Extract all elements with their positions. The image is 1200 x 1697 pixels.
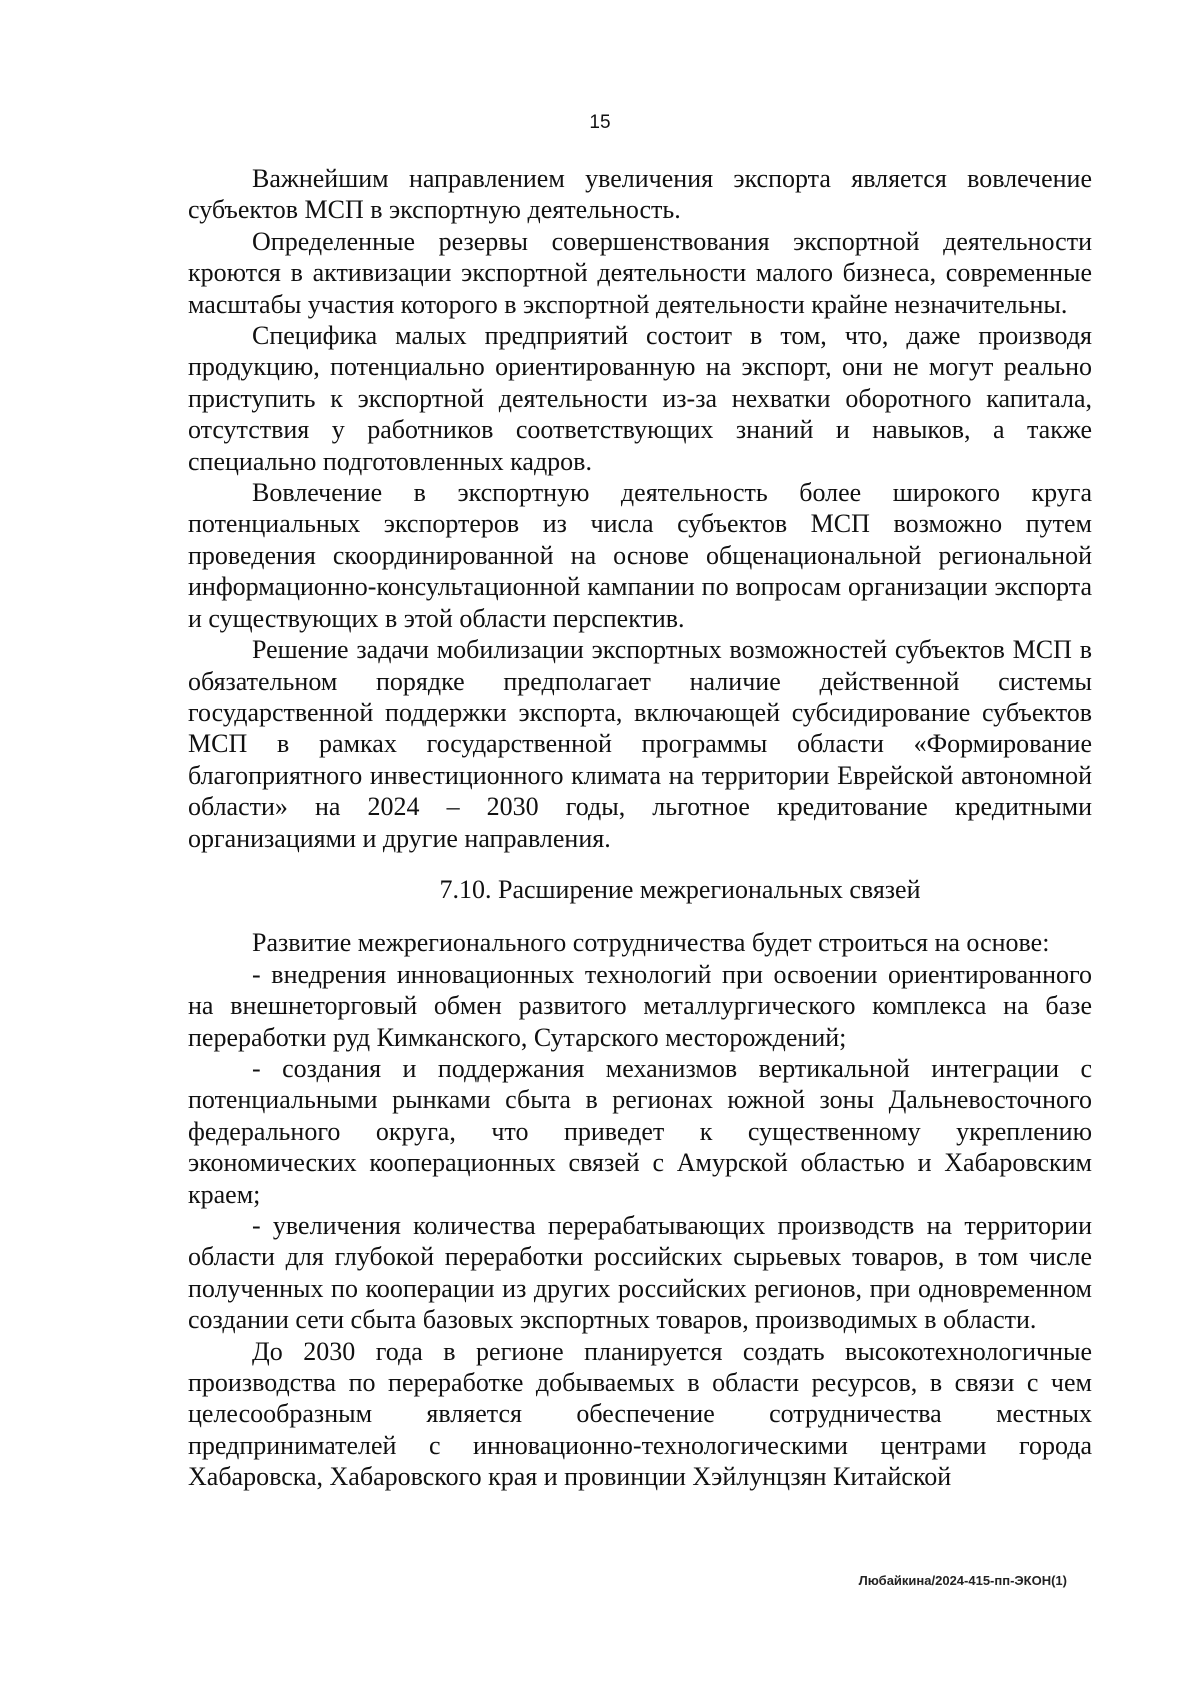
paragraph: Вовлечение в экспортную деятельность более широкого круга потенциальных экспортеров из числа субъектов МСП возможно путем проведения скоординированной на основе общенациональной региональной информационно-консультационной кампании по вопросам организации экспорта и существующих в этой области перспектив. (188, 478, 1092, 633)
paragraph: Решение задачи мобилизации экспортных возможностей субъектов МСП в обязательном порядке предполагает наличие действенной системы государственной поддержки экспорта, включающей субсидирование субъектов МСП в рамках государственной программы области «Формирование благоприятного инвестиционного климата на территории Еврейской автономной области» на 2024 – 2030 годы, льготное кредитование кредитными организациями и другие направления. (188, 635, 1092, 853)
paragraph: Специфика малых предприятий состоит в том, что, даже производя продукцию, потенциально ориентированную на экспорт, они не могут реально приступить к экспортной деятельности из-за нехватки оборотного капитала, отсутствия у работников соответствующих знаний и навыков, а также специально подготовленных кадров. (188, 321, 1092, 476)
document-body (188, 163, 1092, 1493)
section-intro: Развитие межрегионального сотрудничества будет строиться на основе: (252, 928, 1050, 958)
list-item: - внедрения инновационных технологий при освоении ориентированного на внешнеторговый обмен развитого металлургического комплекса на базе переработки руд Кимканского, Сутарского месторождений; (188, 959, 1092, 1052)
list-item: - создания и поддержания механизмов вертикальной интеграции с потенциальными рынками сбыта в регионах южной зоны Дальневосточного федерального округа, что приведет к существенному укреплению экономических кооперационных связей с Амурской областью и Хабаровским краем; (188, 1053, 1092, 1209)
list-item: - увеличения количества перерабатывающих производств на территории области для глубокой переработки российских сырьевых товаров, в том числе полученных по кооперации из других российских регионов, при одновременном создании сети сбыта базовых экспортных товаров, производимых в области. (188, 1211, 1092, 1335)
page-number: 15 (589, 112, 611, 133)
paragraph: Важнейшим направлением увеличения экспорта является вовлечение субъектов МСП в экспортную деятельность. (188, 164, 1092, 225)
section-heading: 7.10. Расширение межрегиональных связей (439, 874, 921, 904)
paragraph: До 2030 года в регионе планируется создать высокотехнологичные производства по переработке добываемых в области ресурсов, в связи с чем целесообразным является обеспечение сотрудничества местных предпринимателей с инновационно-технологическими центрами города Хабаровска, Хабаровского края и провинции Хэйлунцзян Китайской (188, 1336, 1092, 1492)
paragraph: Определенные резервы совершенствования экспортной деятельности кроются в активизации экспортной деятельности малого бизнеса, современные масштабы участия которого в экспортной деятельности крайне незначительны. (188, 226, 1092, 319)
document-reference: Любайкина/2024-415-пп-ЭКОН(1) (858, 1573, 1067, 1588)
